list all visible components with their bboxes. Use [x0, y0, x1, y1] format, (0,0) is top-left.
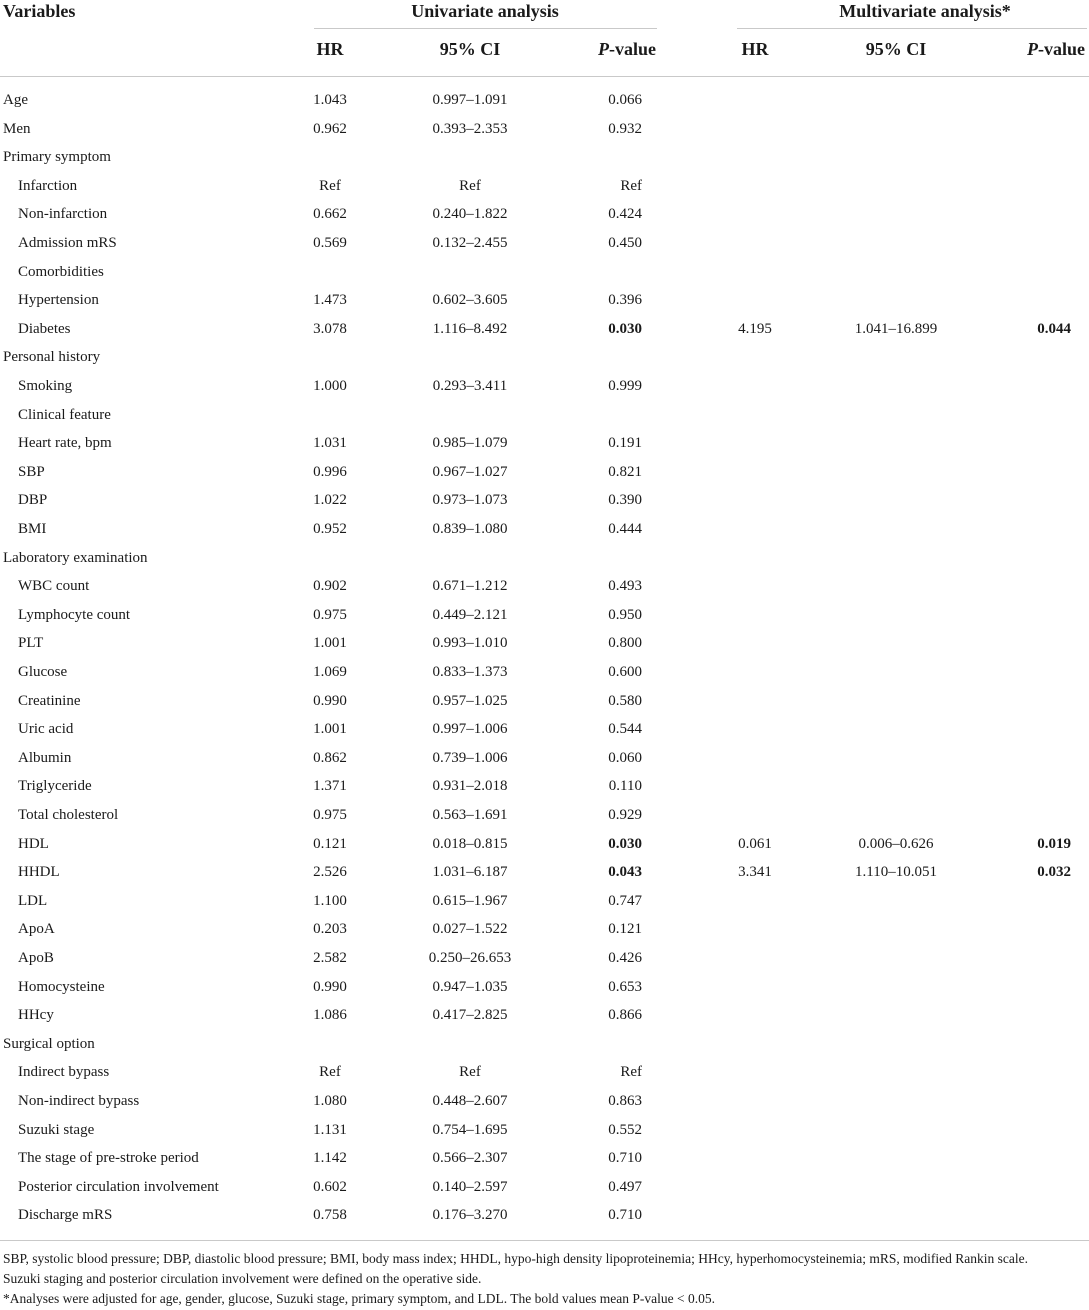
table-row: [0, 801, 1089, 830]
table-row: [0, 258, 1089, 287]
row-label: Clinical feature: [18, 406, 111, 423]
cell-hr-univariate: 1.001: [313, 721, 347, 738]
cell-hr-univariate: 1.080: [313, 1093, 347, 1109]
table-row: [0, 1087, 1089, 1116]
table-row: [0, 229, 1089, 258]
table-row: [0, 401, 1089, 430]
cell-ci-univariate: 0.947–1.035: [432, 978, 508, 995]
footnote-suzuki: Suzuki staging and posterior circulation involvement were defined on the operative side.: [3, 1271, 482, 1286]
cell-hr-univariate: 2.582: [313, 950, 347, 966]
row-label: Hypertension: [18, 292, 99, 309]
cell-p-univariate: 0.390: [608, 492, 642, 509]
cell-p-univariate: 0.497: [608, 1178, 642, 1195]
row-label: Creatinine: [18, 692, 81, 709]
table-row: [0, 115, 1089, 144]
cell-hr-univariate: 1.100: [313, 892, 347, 909]
table-row: [0, 143, 1089, 172]
cell-p-univariate: 0.950: [608, 606, 642, 623]
cell-ci-univariate: 0.957–1.025: [432, 692, 508, 709]
cell-ci-univariate: 0.739–1.006: [432, 749, 508, 766]
cell-ci-univariate: 0.018–0.815: [432, 835, 508, 852]
cell-p-univariate: 0.999: [608, 378, 642, 394]
row-label: Homocysteine: [18, 978, 105, 995]
cell-hr-univariate: 0.975: [313, 807, 347, 823]
multivariate-rule: [737, 28, 1087, 29]
cell-ci-univariate: 0.602–3.605: [432, 292, 508, 309]
row-label: Age: [3, 92, 28, 108]
cell-ci-univariate: 0.833–1.373: [432, 664, 508, 680]
cell-p-univariate: 0.600: [608, 664, 642, 680]
cell-p-univariate: 0.030: [608, 835, 642, 852]
table-row: [0, 1201, 1089, 1230]
p-italic: P: [598, 39, 609, 59]
cell-hr-univariate: 0.758: [313, 1207, 347, 1224]
row-label: Indirect bypass: [18, 1064, 110, 1081]
cell-ci-univariate: 0.839–1.080: [432, 521, 508, 537]
row-label: HHcy: [18, 1007, 54, 1024]
table-row: [0, 772, 1089, 801]
cell-hr-univariate: 1.371: [313, 778, 347, 795]
p-italic: P: [1027, 39, 1038, 59]
cell-hr-univariate: 1.022: [313, 492, 347, 509]
cell-ci-univariate: 0.027–1.522: [432, 921, 508, 938]
cell-ci-univariate: 0.566–2.307: [432, 1150, 508, 1167]
cell-ci-univariate: 1.031–6.187: [432, 864, 508, 881]
table-row: [0, 172, 1089, 201]
row-label: Albumin: [18, 749, 72, 766]
cell-ci-univariate: 1.116–8.492: [432, 320, 508, 337]
row-label: ApoA: [18, 921, 55, 938]
row-label: Triglyceride: [18, 778, 92, 795]
header-hr-multivariate: HR: [741, 39, 769, 59]
cell-hr-multivariate: 4.195: [738, 320, 772, 337]
cell-p-univariate: 0.747: [608, 892, 642, 909]
table-row: [0, 944, 1089, 973]
table-row: [0, 1116, 1089, 1145]
cell-p-univariate: 0.932: [608, 120, 642, 137]
cell-p-univariate: Ref: [620, 177, 642, 194]
row-label: HHDL: [18, 864, 60, 881]
cell-hr-univariate: Ref: [319, 1064, 341, 1081]
cell-hr-univariate: 1.043: [313, 92, 347, 108]
cell-p-multivariate: 0.019: [1037, 835, 1071, 852]
cell-hr-univariate: 0.121: [313, 835, 347, 852]
table-row: [0, 887, 1089, 916]
table-row: [0, 1030, 1089, 1059]
header-ci-multivariate: 95% CI: [865, 39, 927, 59]
cell-p-univariate: 0.580: [608, 692, 642, 709]
cell-p-univariate: Ref: [620, 1064, 642, 1081]
row-label: Glucose: [18, 664, 68, 680]
table-row: [0, 429, 1089, 458]
row-label: Discharge mRS: [18, 1207, 113, 1224]
row-label: ApoB: [18, 950, 54, 966]
cell-ci-multivariate: 1.110–10.051: [855, 864, 937, 881]
cell-ci-univariate: 0.449–2.121: [432, 606, 508, 623]
row-label: SBP: [18, 463, 45, 480]
cell-ci-univariate: 0.140–2.597: [432, 1178, 508, 1195]
cell-ci-univariate: 0.997–1.091: [432, 92, 508, 108]
table-row: [0, 658, 1089, 687]
cell-hr-univariate: 2.526: [313, 864, 347, 881]
row-label: Smoking: [18, 378, 73, 394]
row-label: Infarction: [18, 177, 78, 194]
table-row: [0, 1058, 1089, 1087]
cell-ci-univariate: 0.973–1.073: [432, 492, 508, 509]
cell-hr-univariate: 0.902: [313, 578, 347, 595]
row-label: Non-indirect bypass: [18, 1093, 140, 1109]
cell-hr-univariate: 1.142: [313, 1150, 347, 1167]
table-row: [0, 973, 1089, 1002]
table-row: [0, 1173, 1089, 1202]
table-row: [0, 715, 1089, 744]
cell-p-univariate: 0.110: [608, 778, 642, 795]
cell-ci-univariate: 0.293–3.411: [432, 378, 508, 394]
row-label: Diabetes: [18, 320, 71, 337]
cell-p-univariate: 0.929: [608, 807, 642, 823]
row-label: Suzuki stage: [18, 1121, 95, 1138]
table-row: [0, 744, 1089, 773]
cell-p-univariate: 0.552: [608, 1121, 642, 1138]
header-p-univariate: [598, 38, 656, 60]
cell-ci-multivariate: 0.006–0.626: [858, 835, 934, 852]
header-variables: Variables: [3, 1, 76, 21]
cell-ci-univariate: 0.615–1.967: [432, 892, 508, 909]
cell-hr-univariate: 1.473: [313, 292, 347, 309]
cell-ci-univariate: 0.448–2.607: [432, 1093, 508, 1109]
header-bottom-rule: [0, 76, 1089, 77]
row-label: WBC count: [18, 578, 90, 595]
table-row: [0, 486, 1089, 515]
cell-ci-univariate: 0.176–3.270: [432, 1207, 508, 1224]
cell-ci-univariate: 0.240–1.822: [432, 206, 508, 223]
cell-hr-univariate: 1.031: [313, 435, 347, 452]
p-rest: -value: [1038, 39, 1085, 59]
cell-ci-univariate: 0.563–1.691: [432, 807, 508, 823]
cell-p-univariate: 0.863: [608, 1093, 642, 1109]
row-label: Laboratory examination: [3, 549, 148, 566]
table-row: [0, 544, 1089, 573]
header-ci-univariate: 95% CI: [439, 39, 501, 59]
cell-ci-univariate: 0.985–1.079: [432, 435, 508, 452]
cell-hr-univariate: 0.952: [313, 521, 347, 537]
cell-p-univariate: 0.191: [608, 435, 642, 452]
cell-hr-univariate: 1.131: [313, 1121, 347, 1138]
cell-ci-univariate: 0.393–2.353: [432, 120, 508, 137]
table-row: [0, 343, 1089, 372]
row-label: LDL: [18, 892, 48, 909]
cell-p-univariate: 0.544: [608, 721, 642, 738]
table-row: [0, 458, 1089, 487]
cell-ci-univariate: 0.997–1.006: [432, 721, 508, 738]
cell-hr-univariate: 3.078: [313, 320, 347, 337]
cell-hr-univariate: 0.996: [313, 463, 347, 480]
cell-ci-univariate: Ref: [459, 1064, 481, 1081]
cell-hr-univariate: 0.569: [313, 235, 347, 251]
cell-ci-univariate: 0.132–2.455: [432, 235, 508, 251]
row-label: Comorbidities: [18, 263, 104, 280]
table-row: [0, 372, 1089, 401]
cell-p-univariate: 0.060: [608, 749, 642, 766]
cell-hr-multivariate: 0.061: [738, 835, 772, 852]
cell-p-univariate: 0.396: [608, 292, 642, 309]
table-row: [0, 1144, 1089, 1173]
cell-p-univariate: 0.800: [608, 635, 642, 652]
cell-ci-univariate: Ref: [459, 177, 481, 194]
row-label: The stage of pre-stroke period: [18, 1150, 199, 1167]
table-row: [0, 1001, 1089, 1030]
cell-p-univariate: 0.043: [608, 864, 642, 881]
table-row: [0, 687, 1089, 716]
header-multivariate: Multivariate analysis*: [839, 1, 1011, 21]
cell-hr-multivariate: 3.341: [738, 864, 772, 881]
cell-p-univariate: 0.121: [608, 921, 642, 938]
table-row: [0, 200, 1089, 229]
cell-ci-univariate: 0.417–2.825: [432, 1007, 508, 1024]
cell-hr-univariate: 0.203: [313, 921, 347, 938]
row-label: BMI: [18, 521, 47, 537]
row-label: Admission mRS: [18, 235, 117, 251]
row-label: Heart rate, bpm: [18, 435, 112, 452]
cell-hr-univariate: 0.990: [313, 978, 347, 995]
cell-p-univariate: 0.653: [608, 978, 642, 995]
cell-p-univariate: 0.066: [608, 92, 642, 108]
cell-p-univariate: 0.710: [608, 1207, 642, 1224]
row-label: Primary symptom: [3, 149, 111, 166]
table-row: [0, 86, 1089, 115]
row-label: Non-infarction: [18, 206, 108, 223]
table-bottom-rule: [0, 1240, 1089, 1241]
cell-ci-univariate: 0.931–2.018: [432, 778, 508, 795]
table-row: [0, 315, 1089, 344]
table-row: [0, 572, 1089, 601]
header-univariate: Univariate analysis: [411, 1, 559, 21]
row-label: PLT: [18, 635, 44, 652]
table-row: [0, 830, 1089, 859]
row-label: Men: [3, 120, 31, 137]
table-row: [0, 601, 1089, 630]
univariate-rule: [314, 28, 657, 29]
row-label: Uric acid: [18, 721, 74, 738]
cell-hr-univariate: Ref: [319, 177, 341, 194]
footnote-adjustment: *Analyses were adjusted for age, gender, glucose, Suzuki stage, primary symptom, and LDL. The bold values mean P-value < 0.05.: [3, 1291, 716, 1306]
row-label: Lymphocyte count: [18, 606, 131, 623]
header-p-multivariate: [1027, 38, 1085, 60]
table-row: [0, 858, 1089, 887]
cell-hr-univariate: 0.862: [313, 749, 347, 766]
table-row: [0, 629, 1089, 658]
cell-p-univariate: 0.030: [608, 320, 642, 337]
row-label: Personal history: [3, 349, 101, 366]
cell-p-univariate: 0.444: [608, 521, 642, 537]
cell-hr-univariate: 1.001: [313, 635, 347, 652]
cell-ci-univariate: 0.754–1.695: [432, 1121, 508, 1138]
row-label: Total cholesterol: [18, 807, 119, 823]
cell-ci-univariate: 0.671–1.212: [432, 578, 508, 595]
p-rest: -value: [609, 39, 656, 59]
cell-ci-univariate: 0.250–26.653: [428, 950, 512, 966]
cell-hr-univariate: 0.602: [313, 1178, 347, 1195]
cell-hr-univariate: 0.975: [313, 606, 347, 623]
cell-hr-univariate: 0.990: [313, 692, 347, 709]
cell-ci-multivariate: 1.041–16.899: [854, 320, 938, 337]
table-row: [0, 515, 1089, 544]
cell-hr-univariate: 0.662: [313, 206, 347, 223]
row-label: Posterior circulation involvement: [18, 1178, 219, 1195]
footnote-abbreviations: SBP, systolic blood pressure; DBP, diastolic blood pressure; BMI, body mass index; HHDL, hypo-high density lipoproteinemia; HHcy, hyperhomocysteinemia; mRS, modified Rankin scale.: [3, 1251, 1029, 1266]
cell-p-univariate: 0.493: [608, 578, 642, 595]
cell-ci-univariate: 0.993–1.010: [432, 635, 508, 652]
cell-ci-univariate: 0.967–1.027: [432, 463, 508, 480]
row-label: DBP: [18, 492, 48, 509]
row-label: HDL: [18, 835, 49, 852]
table-row: [0, 286, 1089, 315]
cell-hr-univariate: 1.069: [313, 664, 347, 680]
cell-hr-univariate: 0.962: [313, 120, 347, 137]
table-row: [0, 915, 1089, 944]
cell-p-univariate: 0.426: [608, 950, 642, 966]
cell-p-univariate: 0.821: [608, 463, 642, 480]
row-label: Surgical option: [3, 1035, 95, 1052]
cell-p-univariate: 0.450: [608, 235, 642, 251]
cell-hr-univariate: 1.000: [313, 378, 347, 394]
cell-p-univariate: 0.710: [608, 1150, 642, 1167]
cell-p-multivariate: 0.032: [1037, 864, 1071, 881]
cell-p-univariate: 0.424: [608, 206, 642, 223]
cell-p-univariate: 0.866: [608, 1007, 642, 1024]
header-hr-univariate: HR: [316, 39, 344, 59]
cell-hr-univariate: 1.086: [313, 1007, 347, 1024]
cell-p-multivariate: 0.044: [1037, 320, 1071, 337]
